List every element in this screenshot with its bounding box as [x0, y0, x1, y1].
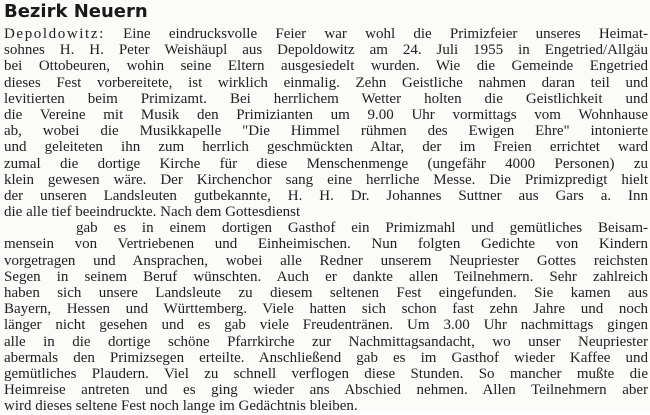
article-line-text: Eine eindrucksvolle Feier war wohl die Primizfeier unseres Heimat- [104, 26, 648, 42]
article-line: die Vereine mit Musik den Primizianten um 9.00 Uhr vormittags vom Wohnhause [4, 106, 648, 123]
article-line: länger nicht gesehen und es gab viele Freudentränen. Um 3.00 Uhr nachmittags gingen [4, 317, 648, 334]
article-line: dieses Fest vorbereitete, ist wirklich einmalig. Zehn Geistliche nahmen daran teil und [4, 74, 648, 91]
article-line: wird dieses seltene Fest noch lange im Gedächtnis bleiben. [4, 398, 358, 415]
article-line: und geleiteten ihn zum herrlich geschmückten Altar, der im Freien errichtet ward [4, 139, 648, 156]
article-line: mensein von Vertriebenen und Einheimischen. Nun folgten Gedichte von Kindern [4, 236, 648, 253]
article-line: alle in die dortige schöne Pfarrkirche zur Nachmittagsandacht, wo unser Neupriester [4, 333, 648, 350]
article-line: gemütliches Plaudern. Viel zu schnell verflogen diese Stunden. So mancher mußte die [4, 365, 648, 382]
article-line: die alle tief beeindruckte. Nach dem Gottesdienst [4, 204, 301, 221]
article-line: gab es in einem dortigen Gasthof ein Primizmahl und gemütliches Beisam- [76, 220, 648, 237]
article-line: levitierten beim Primizamt. Bei herrlichem Wetter holten die Geistlichkeit und [4, 90, 648, 107]
article-line: Segen in seinem Beruf wünschten. Auch er dankte allen Teilnehmern. Sehr zahlreich [4, 268, 648, 285]
article-line [4, 26, 648, 42]
article-line: sohnes H. H. Peter Weishäupl aus Depoldowitz am 24. Juli 1955 in Engetried/Allgäu [4, 42, 648, 59]
article-body [4, 26, 648, 415]
article-line: klein gewesen wäre. Der Kirchenchor sang eine herrliche Messe. Die Primizpredigt hielt [4, 171, 648, 188]
article-line: abermals den Primizsegen erteilte. Anschließend gab es im Gasthof wieder Kaffee und [4, 349, 648, 366]
article-line: zumal die dortige Kirche für diese Menschenmenge (ungefähr 4000 Personen) zu [4, 155, 648, 172]
article-line: bei Ottobeuren, wohin seine Eltern ausgesiedelt wurden. Wie die Gemeinde Engetried [4, 58, 648, 75]
article-line: Heimreise antreten und es ging wieder ans Abschied nehmen. Allen Teilnehmern aber [4, 382, 648, 399]
article-line: ab, wobei die Musikkapelle "Die Himmel rühmen des Ewigen Ehre" intonierte [4, 123, 648, 140]
article-line: vorgetragen und Ansprachen, wobei alle Redner unserem Neupriester Gottes reichsten [4, 252, 648, 269]
place-name: Depoldowitz: [4, 26, 105, 42]
article-line: der unseren Landsleuten gutbekannte, H. H. Dr. Johannes Suttner aus Gars a. Inn [4, 187, 648, 204]
section-heading: Bezirk Neuern [4, 1, 148, 22]
article-line: haben sich unsere Landsleute zu diesem seltenen Fest eingefunden. Sie kamen aus [4, 285, 648, 301]
article-line: Bayern, Hessen und Württemberg. Viele hatten sich schon fast zehn Jahre und noch [4, 301, 648, 318]
